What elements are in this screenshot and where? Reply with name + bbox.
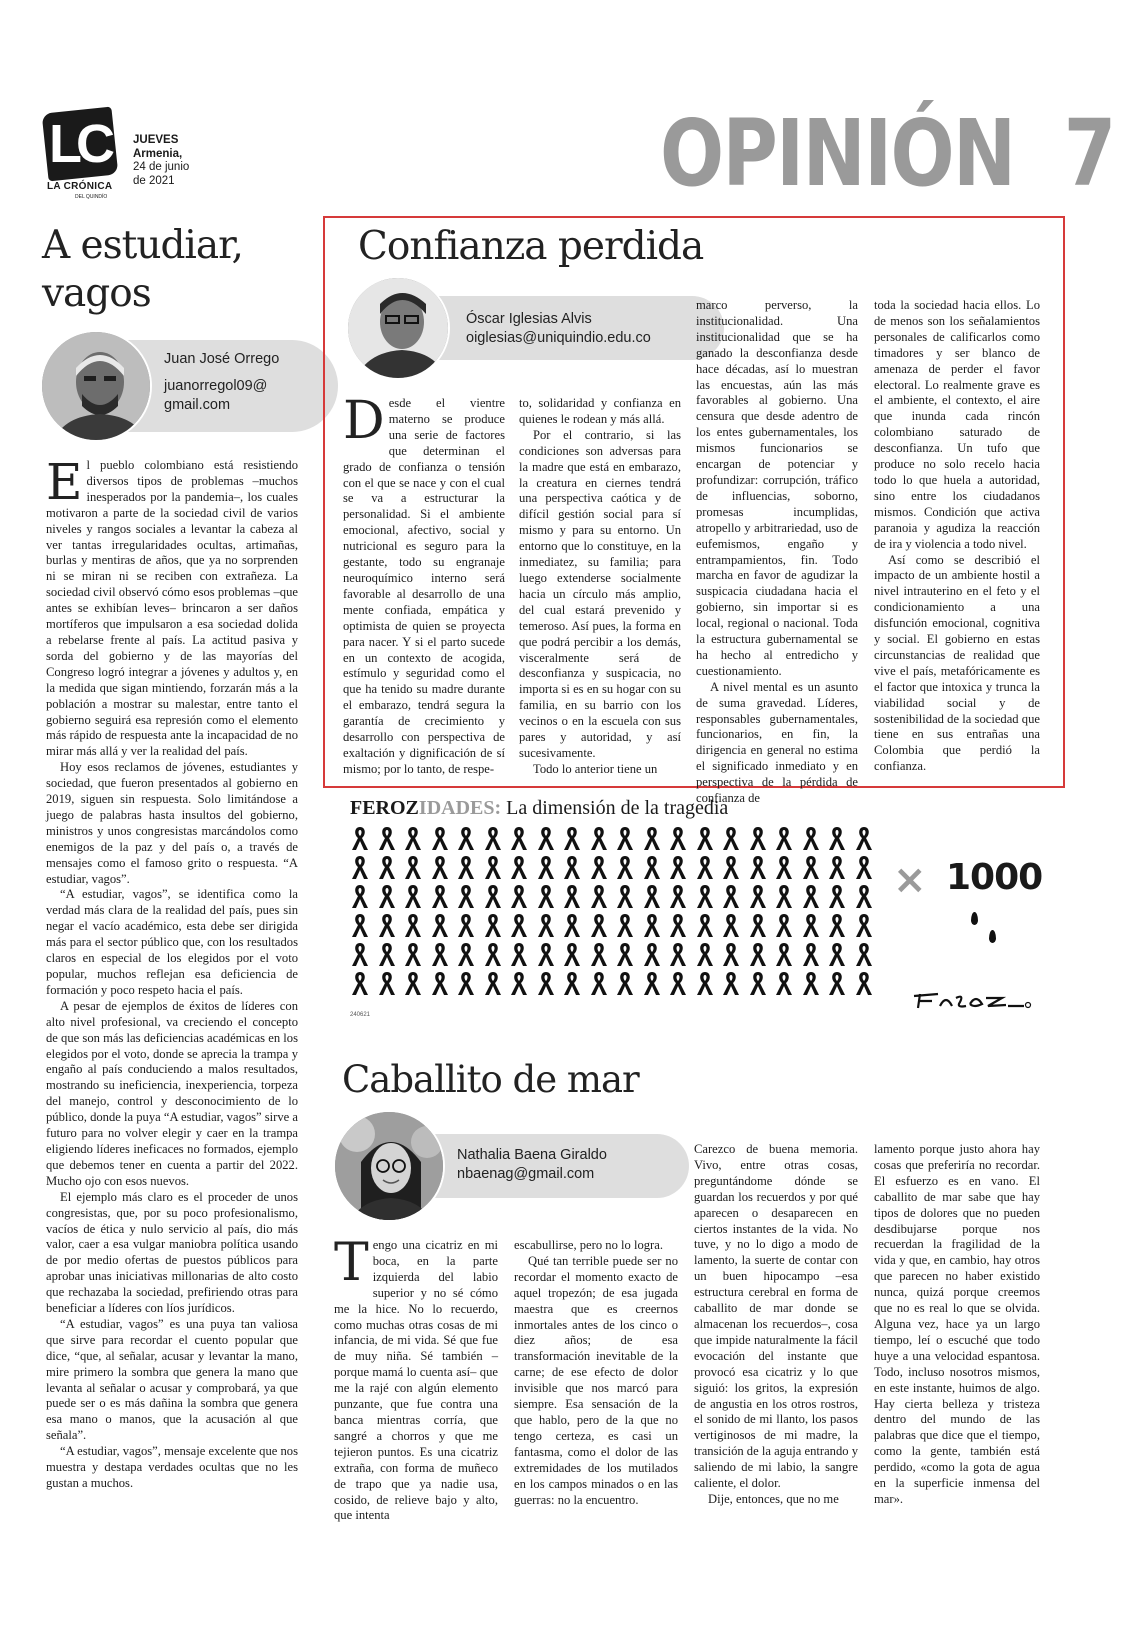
mourning-ribbon-icon — [562, 825, 582, 851]
mourning-ribbon-icon — [377, 854, 397, 880]
article2-paragraph: Todo lo anterior tiene un — [533, 761, 658, 776]
mourning-ribbon-icon — [350, 854, 370, 880]
mourning-ribbon-icon — [377, 970, 397, 996]
mourning-ribbon-icon — [430, 825, 450, 851]
mourning-ribbon-icon — [615, 941, 635, 967]
mourning-ribbon-icon — [668, 970, 688, 996]
mourning-ribbon-icon — [536, 941, 556, 967]
cartoon-code: 240621 — [350, 1012, 371, 1018]
mourning-ribbon-icon — [456, 825, 476, 851]
mourning-ribbon-icon — [536, 883, 556, 909]
article2-column-2 — [519, 396, 681, 778]
mourning-ribbon-icon — [801, 825, 821, 851]
article3-paragraph: Dije, entonces, que no me — [708, 1491, 839, 1506]
cartoon-title-colon: : — [494, 797, 502, 819]
author-email-2[interactable]: gmail.com — [164, 397, 231, 413]
mourning-ribbon-icon — [536, 912, 556, 938]
article2-paragraph: marco perverso, la institucionalidad. Una institucionalidad que se ha ganado la desconfianza desde hace décadas, así lo muestran las encuestas, aún las más favorables al gobierno. Una censura que desde adentro de los entes gubernamentales, los mismos funcionarios se encargan de potenciar y profundizar: corrupción, tráfico de influencias, soborno, promesas incumplidas, atropello y arbitrariedad, uso de eufemismos, engaño y entrampamientos, fin. Todo marcha en favor de agudizar la suspicacia ciudadana hacia el gobierno, sin importar si es local, regional o nacional. Toda la estructura gubernamental se ha hecho al entredicho y cuestionamiento. — [696, 298, 858, 678]
mourning-ribbon-icon — [456, 941, 476, 967]
mourning-ribbon-icon — [827, 912, 847, 938]
mourning-ribbon-icon — [774, 970, 794, 996]
article2-paragraph: Desde el vientre materno se produce una serie de factores que determinan el grado de confianza o tensión con el que se nace y con el cual se va a estructurar la personalidad. Si el ambiente emocional, afectivo, social y nutricional es seguro para la gestante, todo su engranaje neuroquímico interno será favorable al desarrollo de una mente confiada, empática y optimista de quien se proyecta para nacer. Y si el parto sucede en un contexto de acogida, estímulo y seguridad como el que ha tenido su madre durante el embarazo, tendrá segura la garantía de crecimiento y desarrollo con perspectiva de exaltación y dignificación de sí mismo; por lo tanto, de respe- — [343, 391, 505, 776]
mourning-ribbon-icon — [721, 883, 741, 909]
mourning-ribbon-icon — [642, 825, 662, 851]
article1-paragraph: “A estudiar, vagos”, se identifica como la verdad más clara de la realidad del país, pues sin negar el vacío académico, esta debe ser dirigida más para el sector público que, con los resultados claros en especial de los elegidos por el voto popular, muchos reflejan esa deficiencia de formación y poco respeto hacia el país. — [46, 887, 298, 997]
author-name: Juan José Orrego — [164, 351, 280, 367]
article2-paragraph: A nivel mental es un asunto de suma gravedad. Líderes, responsables gubernamentales, funcionarios, en fin, la dirigencia en general no estima el significado inmediato y en perspectiva de la pérdida de confianza de — [696, 679, 858, 806]
mourning-ribbon-icon — [748, 883, 768, 909]
mourning-ribbon-icon — [403, 941, 423, 967]
mourning-ribbon-icon — [827, 825, 847, 851]
mourning-ribbon-icon — [695, 854, 715, 880]
author-portrait-icon — [348, 278, 450, 380]
drop-icon — [971, 912, 978, 925]
mourning-ribbon-icon — [562, 970, 582, 996]
mourning-ribbon-icon — [854, 912, 874, 938]
author-portrait-icon — [42, 332, 152, 442]
cartoon-title-text: La dimensión de la tragedia — [506, 797, 729, 819]
mourning-ribbon-icon — [642, 854, 662, 880]
mourning-ribbon-icon — [801, 854, 821, 880]
dropcap: D — [343, 391, 385, 451]
mourning-ribbon-icon — [509, 912, 529, 938]
mourning-ribbon-icon — [721, 825, 741, 851]
mourning-ribbon-icon — [430, 883, 450, 909]
mourning-ribbon-icon — [483, 941, 503, 967]
mourning-ribbon-icon — [403, 970, 423, 996]
ribbon-grid — [350, 825, 880, 1005]
mourning-ribbon-icon — [403, 854, 423, 880]
mourning-ribbon-icon — [615, 970, 635, 996]
mourning-ribbon-icon — [562, 941, 582, 967]
dateline-city: Armenia, — [133, 147, 183, 160]
article2-column-4 — [874, 298, 1040, 775]
article2-paragraph: toda la sociedad hacia ellos. Lo de menos son los señalamientos personales de calificarlos como timadores y ser blanco de amenaza de perder el favor electoral. Lo realmente grave es el ambiente, el contexto, el aire que inunda cada rincón colombiano saturado de desconfianza. Un tufo que produce no solo recelo hacia todo lo que huela a autoridad, sino entre los ciudadanos mismos. Condición que activa paranoia y agudiza la reacción de ira y violencia a todo nivel. — [874, 298, 1040, 551]
mourning-ribbon-icon — [483, 970, 503, 996]
mourning-ribbon-icon — [536, 970, 556, 996]
article1-paragraph: El pueblo colombiano está resistiendo diversos tipos de problemas –muchos inesperados por la pandemia–, los cuales motivaron a parte de la sociedad civil de varios niveles y rangos sociales a levantar la cabeza al ver tantas irregularidades ocultas, artimañas, burlas y mentiras de años, que ya no sorprenden ni se miran ni se reciben con extrañeza. La sociedad civil observó cómo esos problemas –que antes se exhibían leves– brincaron a ser daños mortíferos que impulsaron a esa sociedad dolida a rebelarse frente al país. La actitud pasiva y sorda del gobierno y de las mayorías del Congreso logró integrar a jóvenes y adultos y, en la medida que sigan mintiendo, forzarán más a la población a mostrar su malestar, entre tanto el gobierno seguirá esa represión como el elemento más rápido de respuesta ante la incapacidad de no mirar más allá y ver la realidad del país. — [46, 453, 298, 759]
mourning-ribbon-icon — [827, 854, 847, 880]
mourning-ribbon-icon — [642, 941, 662, 967]
author-photo — [346, 276, 450, 380]
article1-author — [40, 330, 300, 442]
drop-icon — [989, 930, 996, 943]
mourning-ribbon-icon — [536, 854, 556, 880]
mourning-ribbon-icon — [430, 912, 450, 938]
mourning-ribbon-icon — [668, 883, 688, 909]
author-name: Nathalia Baena Giraldo — [457, 1147, 607, 1163]
dateline-date-1: 24 de junio — [133, 161, 190, 173]
article1-paragraph: Hoy esos reclamos de jóvenes, estudiantes y sociedad, que fueron presentados al gobierno en 2019, siguen sin respuesta. Solo limitándose a juego de palabras hasta insultos del gobierno, ministros y unos congresistas marcándolos como enemigos de la paz y del país o, a través de mensajes como el famoso grito o respuesta. “A estudiar, vagos”. — [46, 760, 298, 886]
article3-paragraph: lamento porque justo ahora hay cosas que preferiría no recordar. El esfuerzo es en vano. El caballito de mar sabe que hay tipos de dolores que no pueden desdibujarse porque nos recuerdan la fragilidad de la vida y que, en cambio, hay otros que parecen no haber existido nunca, quizá porque creemos que no es real lo que se olvida. Alguna vez, hace ya un largo tiempo, leí o escuché que todo huye a una velocidad espantosa. Todo, incluso nosotros mismos, en este instante, huimos de algo. Hay cierta belleza y tristeza dentro del mundo de las palabras que dice que el tiempo, como la gente, también está perdido, «como la gota de agua en la superficie inmensa del mar». — [874, 1142, 1040, 1506]
mourning-ribbon-icon — [695, 883, 715, 909]
article3-column-3 — [694, 1142, 858, 1508]
mourning-ribbon-icon — [615, 912, 635, 938]
cartoonist-signature-icon — [912, 990, 1032, 1012]
mourning-ribbon-icon — [483, 854, 503, 880]
article3-author — [333, 1110, 663, 1222]
mourning-ribbon-icon — [377, 912, 397, 938]
author-portrait-icon — [335, 1112, 445, 1222]
logo-name: LA CRÓNICA — [47, 181, 113, 192]
mourning-ribbon-icon — [774, 883, 794, 909]
mourning-ribbon-icon — [748, 825, 768, 851]
mourning-ribbon-icon — [456, 854, 476, 880]
mourning-ribbon-icon — [801, 912, 821, 938]
mourning-ribbon-icon — [350, 941, 370, 967]
mourning-ribbon-icon — [350, 970, 370, 996]
mourning-ribbon-icon — [562, 854, 582, 880]
mourning-ribbon-icon — [827, 970, 847, 996]
article3-paragraph: escabullirse, pero no lo logra. — [514, 1238, 663, 1252]
mourning-ribbon-icon — [430, 941, 450, 967]
mourning-ribbon-icon — [695, 912, 715, 938]
dropcap: E — [46, 453, 83, 511]
article2-author — [346, 276, 676, 380]
article1-headline-line2: vagos — [42, 271, 151, 316]
mourning-ribbon-icon — [721, 970, 741, 996]
article3-column-1 — [334, 1233, 498, 1524]
mourning-ribbon-icon — [562, 912, 582, 938]
mourning-ribbon-icon — [801, 883, 821, 909]
dateline-day: JUEVES — [133, 134, 179, 146]
newspaper-logo — [45, 110, 125, 200]
mourning-ribbon-icon — [695, 941, 715, 967]
author-photo — [333, 1110, 445, 1222]
cartoon-title-bold: FEROZ — [350, 797, 419, 819]
mourning-ribbon-icon — [589, 825, 609, 851]
mourning-ribbon-icon — [589, 970, 609, 996]
cartoon-title-gray: IDADES — [418, 797, 495, 819]
mourning-ribbon-icon — [668, 854, 688, 880]
mourning-ribbon-icon — [774, 912, 794, 938]
author-email-1[interactable]: juanorregol09@ — [164, 378, 268, 394]
mourning-ribbon-icon — [430, 854, 450, 880]
article3-paragraph: Carezco de buena memoria. Vivo, entre otras cosas, preguntándome dónde se guardan los recuerdos y por qué aparecen o desaparecen en ciertos instantes de la vida. No tuve, y no lo digo a modo de lamento, la suerte de contar con un buen hipocampo –esa estructura cerebral en forma de caballito de mar donde se almacenan los recuerdos–, cosa que impide naturalmente la fácil evocación del instante que provocó esa cicatriz y lo que siguió: los gritos, la expresión de angustia en los otros rostros, el sonido de mi llanto, los pasos vertiginosos de mi madre, la transición de la aguja entrando y saliendo de mi labio, la sangre caliente, el dolor. — [694, 1142, 859, 1491]
mourning-ribbon-icon — [774, 941, 794, 967]
page-number: 7 — [1063, 100, 1115, 207]
article1-paragraph: “A estudiar, vagos” es una puya tan valiosa que sirve para recordar el cuento popular que dice, “que, al señalar, acusar y levantar la mano, mire primero la sombra que genera la mano que levanta al señalar o acusar y comprobará, ya que puede ser o es más dañina la sombra que genera esa mano o manos, que la acusación al que señala”. — [46, 1316, 298, 1443]
mourning-ribbon-icon — [748, 912, 768, 938]
mourning-ribbon-icon — [377, 825, 397, 851]
mourning-ribbon-icon — [350, 825, 370, 851]
mourning-ribbon-icon — [642, 970, 662, 996]
mourning-ribbon-icon — [695, 825, 715, 851]
mourning-ribbon-icon — [509, 825, 529, 851]
logo-subtitle: DEL QUINDÍO — [75, 194, 108, 200]
cartoon-title — [350, 795, 728, 821]
mourning-ribbon-icon — [403, 825, 423, 851]
mourning-ribbon-icon — [589, 883, 609, 909]
author-info — [457, 1146, 687, 1184]
section-header — [660, 100, 1115, 207]
mourning-ribbon-icon — [536, 825, 556, 851]
mourning-ribbon-icon — [642, 912, 662, 938]
logo-letters: LC — [49, 114, 109, 174]
mourning-ribbon-icon — [854, 854, 874, 880]
mourning-ribbon-icon — [668, 941, 688, 967]
mourning-ribbon-icon — [589, 854, 609, 880]
article1-body — [46, 453, 298, 1492]
mourning-ribbon-icon — [562, 883, 582, 909]
article1-headline-line1: A estudiar, — [42, 223, 243, 268]
author-name: Óscar Iglesias Alvis — [466, 311, 592, 327]
mourning-ribbon-icon — [827, 883, 847, 909]
mourning-ribbon-icon — [695, 970, 715, 996]
mourning-ribbon-icon — [430, 970, 450, 996]
mourning-ribbon-icon — [668, 825, 688, 851]
mourning-ribbon-icon — [483, 825, 503, 851]
mourning-ribbon-icon — [801, 941, 821, 967]
mourning-ribbon-icon — [509, 883, 529, 909]
mourning-ribbon-icon — [350, 883, 370, 909]
article1-paragraph: El ejemplo más claro es el proceder de unos congresistas, que, por su poco profesionalismo, vacíos de ética y nulo servicio al país, dio más valor, caer a esa vulgar maniobra política usando de por medio ofertas de puestos públicos para aprobar unas iniciativas millonarias de alto costo que rechazaba la sociedad, prefiriendo otras para beneficiar a líderes con líos jurídicos. — [46, 1189, 298, 1316]
mourning-ribbon-icon — [721, 912, 741, 938]
mourning-ribbon-icon — [403, 912, 423, 938]
article3-paragraph: Qué tan terrible puede ser no recordar el momento exacto de aquel tropezón; de esa jugada maestra que es creernos inmortales antes de los cinco o diez años; de esa transformación inevitable de la carne; de ese efecto de dolor invisible que nos marcó para siempre. Esa sensación de la que hablo, pero de la que no tengo certeza, es casi un fantasma, como el dolor de las extremidades de los mutilados en los campos minados o en las guerras: no la encuentro. — [514, 1253, 678, 1507]
mourning-ribbon-icon — [509, 854, 529, 880]
dateline-date-2: de 2021 — [133, 174, 175, 187]
mourning-ribbon-icon — [589, 912, 609, 938]
mourning-ribbon-icon — [668, 912, 688, 938]
mourning-ribbon-icon — [854, 970, 874, 996]
author-email[interactable]: nbaenag@gmail.com — [457, 1166, 595, 1182]
mourning-ribbon-icon — [615, 854, 635, 880]
mourning-ribbon-icon — [456, 970, 476, 996]
dateline — [133, 134, 189, 188]
mourning-ribbon-icon — [774, 825, 794, 851]
article3-headline: Caballito de mar — [342, 1058, 639, 1101]
mourning-ribbon-icon — [589, 941, 609, 967]
mourning-ribbon-icon — [748, 970, 768, 996]
article3-column-4 — [874, 1142, 1040, 1508]
mourning-ribbon-icon — [483, 912, 503, 938]
article2-paragraph: to, solidaridad y confianza en quienes le rodean y más allá. — [519, 396, 681, 426]
article2-paragraph: Así como se describió el impacto de un ambiente hostil a nivel intrauterino en el feto y el condicionamiento a una disfunción emocional, cognitiva y social. El gobierno en estas circunstancias de realidad que vive el país, metafóricamente es el factor que intoxica y trunca la viabilidad social y de sostenibilidad de la sociedad que tiene en sus entrañas una Colombia que perdió la confianza. — [874, 552, 1040, 774]
mourning-ribbon-icon — [774, 854, 794, 880]
multiply-sign: × — [893, 857, 927, 903]
mourning-ribbon-icon — [748, 854, 768, 880]
author-info — [466, 310, 706, 348]
mourning-ribbon-icon — [721, 941, 741, 967]
dropcap: T — [334, 1233, 369, 1293]
mourning-ribbon-icon — [350, 912, 370, 938]
mourning-ribbon-icon — [801, 970, 821, 996]
author-info — [164, 350, 324, 415]
mourning-ribbon-icon — [615, 825, 635, 851]
mourning-ribbon-icon — [483, 883, 503, 909]
mourning-ribbon-icon — [456, 883, 476, 909]
mourning-ribbon-icon — [748, 941, 768, 967]
article2-headline: Confianza perdida — [358, 224, 704, 269]
author-email[interactable]: oiglesias@uniquindio.edu.co — [466, 330, 651, 346]
article1-paragraph: “A estudiar, vagos”, mensaje excelente que nos muestra y destapa verdades ocultas que no les gustan a muchos. — [46, 1444, 298, 1490]
article1-paragraph: A pesar de ejemplos de éxitos de líderes con alto nivel profesional, va creciendo el concepto de que son más las deficiencias académicas en los elegidos por el voto, donde se aprecia la trampa y engaño al país conduciendo a malos resultados, mostrando su ineficiencia, inexperiencia, torpeza del manejo, control y desconocimiento de lo público, donde la puya “A estudiar, vagos” sirve a futuro para no volver elegir y caer en la trampa eligiendo líderes ineficaces no formados, ejemplo que debemos tener en cuenta a partir del 2022. Mucho ojo con esos nuevos. — [46, 998, 298, 1188]
mourning-ribbon-icon — [509, 941, 529, 967]
mourning-ribbon-icon — [377, 883, 397, 909]
article2-column-1 — [343, 391, 505, 778]
mourning-ribbon-icon — [854, 825, 874, 851]
mourning-ribbon-icon — [615, 883, 635, 909]
article3-column-2 — [514, 1238, 678, 1508]
mourning-ribbon-icon — [456, 912, 476, 938]
mourning-ribbon-icon — [854, 941, 874, 967]
section-name: OPINIÓN — [660, 100, 1015, 207]
mourning-ribbon-icon — [403, 883, 423, 909]
author-photo — [40, 330, 152, 442]
mourning-ribbon-icon — [721, 854, 741, 880]
multiplier-value: 1000 — [946, 857, 1043, 898]
mourning-ribbon-icon — [827, 941, 847, 967]
article2-column-3 — [696, 298, 858, 807]
mourning-ribbon-icon — [642, 883, 662, 909]
mourning-ribbon-icon — [509, 970, 529, 996]
article1-headline — [42, 222, 243, 318]
article2-paragraph: Por el contrario, si las condiciones son adversas para la madre que está en embarazo, la creatura en ciernes tendrá una perspectiva caótica y de difícil gestión social para sí mismo y para su entorno. Un entorno que lo constituye, en la inmediatez, su familia; para luego extenderse socialmente hacia un círculo más amplio, del cual estará prevenido y temeroso. Así pues, la forma en que podrá percibir a los demás, visceralmente será de desconfianza y suspicacia, no importa si es en su hogar con su familia, en su barrio con los vecinos o en la escuela con sus pares y autoridad, y así sucesivamente. — [519, 427, 681, 760]
mourning-ribbon-icon — [377, 941, 397, 967]
article3-paragraph: Tengo una cicatriz en mi boca, en la parte izquierda del labio superior y no sé cómo me la hice. No lo recuerdo, como muchas otras cosas de mi infancia, de mi vida. Sé que fue de muy niña. Sé también –porque mamá lo cuenta así– que me la rajé con algún elemento punzante, que fue contra una banca mientras corría, que sangré a chorros y que me tejieron puntos. Es una cicatriz extraña, con forma de muñeco de trapo que ya nadie usa, cosido, de relieve bajo y alto, que intenta — [334, 1233, 498, 1523]
mourning-ribbon-icon — [854, 883, 874, 909]
